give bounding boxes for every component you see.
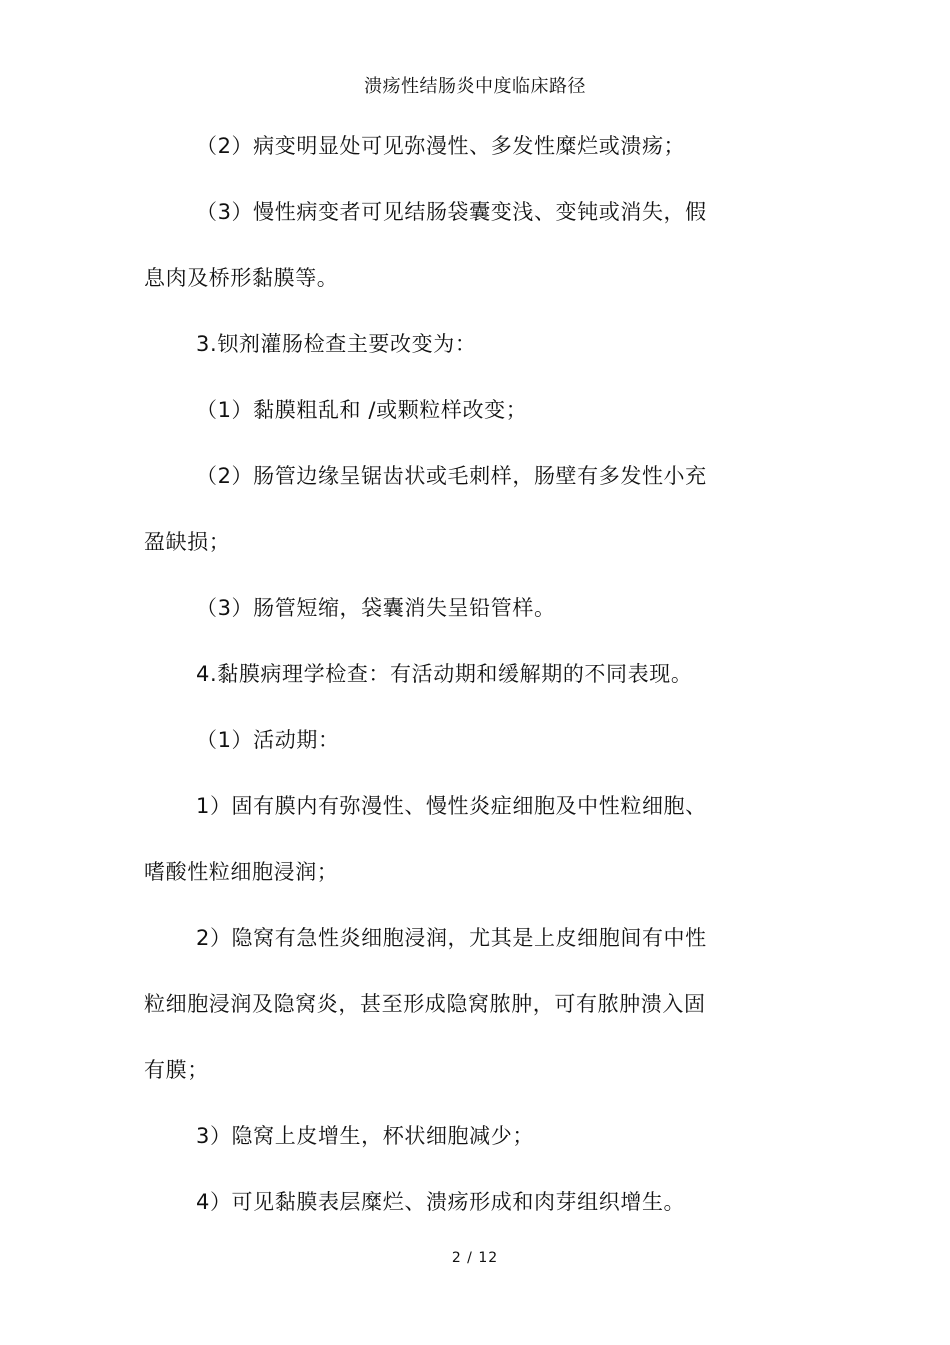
- text-line: 3.钡剂灌肠检查主要改变为：: [196, 332, 477, 356]
- text-line: 4）可见黏膜表层糜烂、溃疡形成和肉芽组织增生。: [196, 1190, 686, 1214]
- text-line: （3）慢性病变者可见结肠袋囊变浅、变钝或消失，假: [196, 200, 707, 224]
- page-number: 2 / 12: [451, 1250, 499, 1266]
- text-line: 4.黏膜病理学检查：有活动期和缓解期的不同表现。: [196, 662, 693, 686]
- text-line: （3）肠管短缩，袋囊消失呈铅管样。: [196, 596, 556, 620]
- text-line: 1）固有膜内有弥漫性、慢性炎症细胞及中性粒细胞、: [196, 794, 707, 818]
- text-line: （2）病变明显处可见弥漫性、多发性糜烂或溃疡；: [196, 134, 686, 158]
- text-line: （1）黏膜粗乱和 /或颗粒样改变；: [196, 398, 528, 422]
- text-line: 3）隐窝上皮增生，杯状细胞减少；: [196, 1124, 534, 1148]
- text-line: 有膜；: [144, 1058, 209, 1082]
- text-line: 息肉及桥形黏膜等。: [144, 266, 339, 290]
- text-line: 粒细胞浸润及隐窝炎，甚至形成隐窝脓肿，可有脓肿溃入固: [144, 992, 706, 1016]
- text-line: （2）肠管边缘呈锯齿状或毛刺样，肠壁有多发性小充: [196, 464, 707, 488]
- text-line: （1）活动期：: [196, 728, 340, 752]
- text-line: 盈缺损；: [144, 530, 231, 554]
- page-header-title: 溃疡性结肠炎中度临床路径: [364, 76, 586, 97]
- text-line: 嗜酸性粒细胞浸润；: [144, 860, 339, 884]
- text-line: 2）隐窝有急性炎细胞浸润，尤其是上皮细胞间有中性: [196, 926, 707, 950]
